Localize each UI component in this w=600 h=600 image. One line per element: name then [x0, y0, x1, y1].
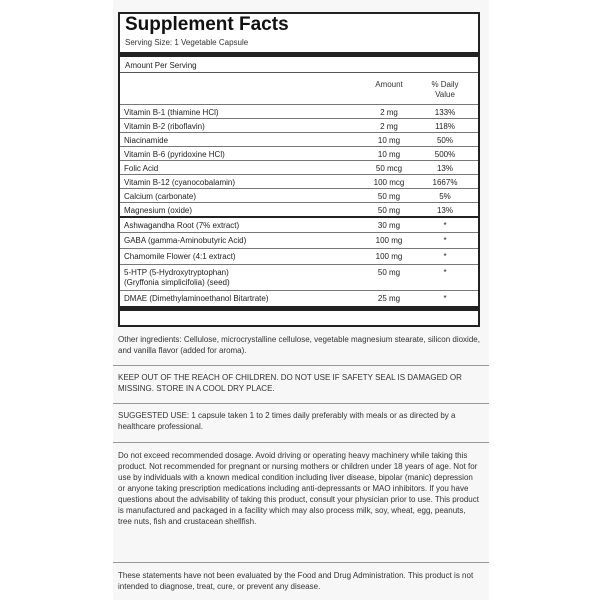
amount-per-serving-label: Amount Per Serving [125, 61, 197, 70]
nutrient-row [120, 264, 478, 290]
nutrient-name: Vitamin B-1 (thiamine HCl) [124, 108, 219, 117]
nutrient-amount: 25 mg [377, 294, 401, 303]
other-ingredients: Other ingredients: Cellulose, microcrystalline cellulose, vegetable magnesium stearate, silicon dioxide, and vanilla flavor (added for aroma). [118, 335, 480, 355]
nutrient-daily-value: 13% [436, 206, 453, 215]
facts-title: Supplement Facts [125, 14, 289, 35]
nutrient-row [120, 146, 478, 160]
nutrient-name: Chamomile Flower (4:1 extract) [124, 252, 236, 261]
daily-value-header-line2: Value [435, 90, 455, 99]
nutrient-daily-value: 118% [435, 122, 455, 131]
thick-divider [120, 52, 478, 57]
nutrient-name: Ashwagandha Root (7% extract) [124, 221, 240, 230]
divider [120, 72, 478, 73]
nutrient-daily-value: 500% [434, 150, 456, 159]
daily-value-header-line1: % Daily [431, 80, 459, 89]
nutrient-name: Folic Acid [124, 164, 159, 173]
nutrient-daily-value: * [443, 252, 447, 261]
supplement-facts-panel [118, 12, 480, 327]
nutrient-row [120, 248, 478, 264]
nutrient-daily-value: 5% [439, 192, 451, 201]
nutrient-amount: 100 mcg [373, 178, 405, 187]
nutrient-row [120, 290, 478, 306]
section-divider [113, 442, 489, 443]
caution-text: Do not exceed recommended dosage. Avoid driving or operating heavy machinery while taking this product. Not recommended for pregnant or nursing mothers or children under 18 years of age. Not for use by individuals with a known medical condition including liver disease, bipolar (manic) depression or anyone taking prescription medications including anti-depressants or MAO inhibitors. If you have questions about the advisability of taking this product, consult your physician prior to use. This product is manufactured and packaged in a facility which may also process milk, soy, wheat, egg, peanuts, tree nuts, fish and crustacean shellfish. [118, 451, 479, 526]
nutrient-amount: 30 mg [377, 221, 401, 230]
warning-text: KEEP OUT OF THE REACH OF CHILDREN. DO NOT USE IF SAFETY SEAL IS DAMAGED OR MISSING. STORE IN A COOL DRY PLACE. [118, 373, 462, 393]
section-divider [113, 365, 489, 366]
nutrient-daily-value: * [443, 268, 447, 277]
nutrient-source: (Gryffonia simplicifolia) (seed) [124, 278, 230, 287]
nutrient-name: GABA (gamma-Aminobutyric Acid) [124, 236, 247, 245]
nutrient-row [120, 188, 478, 202]
nutrient-row [120, 202, 478, 216]
nutrient-daily-value: * [443, 221, 447, 230]
nutrient-name: Vitamin B-6 (pyridoxine HCl) [124, 150, 225, 159]
nutrient-amount: 100 mg [375, 252, 403, 261]
nutrient-amount: 2 mg [380, 122, 398, 131]
nutrient-row [120, 104, 478, 118]
nutrient-name: Calcium (carbonate) [124, 192, 197, 201]
serving-size: Serving Size: 1 Vegetable Capsule [125, 38, 249, 47]
nutrient-daily-value: 133% [434, 108, 456, 117]
nutrient-amount: 100 mg [375, 236, 403, 245]
nutrient-daily-value: 50% [436, 136, 453, 145]
nutrient-name: Vitamin B-2 (riboflavin) [124, 122, 205, 131]
nutrient-row [120, 160, 478, 174]
nutrient-amount: 50 mcg [375, 164, 403, 173]
nutrient-daily-value: 13% [436, 164, 453, 173]
nutrient-row [120, 174, 478, 188]
thick-divider [120, 306, 478, 311]
nutrient-row [120, 232, 478, 248]
nutrient-row [120, 216, 478, 232]
nutrient-amount: 10 mg [377, 150, 401, 159]
nutrient-name: Vitamin B-12 (cyanocobalamin) [124, 178, 236, 187]
nutrient-daily-value: * [443, 236, 447, 245]
fda-disclaimer: These statements have not been evaluated by the Food and Drug Administration. This product is not intended to diagnose, treat, cure, or prevent any disease. [118, 571, 474, 591]
nutrient-amount: 50 mg [377, 268, 401, 277]
section-divider [113, 403, 489, 404]
section-divider [113, 562, 489, 563]
nutrient-amount: 10 mg [377, 136, 401, 145]
amount-column-header: Amount [375, 80, 403, 89]
nutrient-row [120, 118, 478, 132]
nutrient-name: Magnesium (oxide) [124, 206, 193, 215]
suggested-use-text: SUGGESTED USE: 1 capsule taken 1 to 2 times daily preferably with meals or as directed by a healthcare professional. [118, 411, 456, 431]
nutrient-amount: 2 mg [380, 108, 398, 117]
nutrient-name: Niacinamide [124, 136, 169, 145]
nutrient-name: DMAE (Dimethylaminoethanol Bitartrate) [124, 294, 269, 303]
nutrient-amount: 50 mg [377, 192, 401, 201]
nutrient-amount: 50 mg [377, 206, 401, 215]
nutrient-daily-value: 1667% [432, 178, 458, 187]
nutrient-name: 5-HTP (5-Hydroxytryptophan) [124, 268, 229, 277]
nutrient-daily-value: * [443, 294, 447, 303]
nutrient-row [120, 132, 478, 146]
